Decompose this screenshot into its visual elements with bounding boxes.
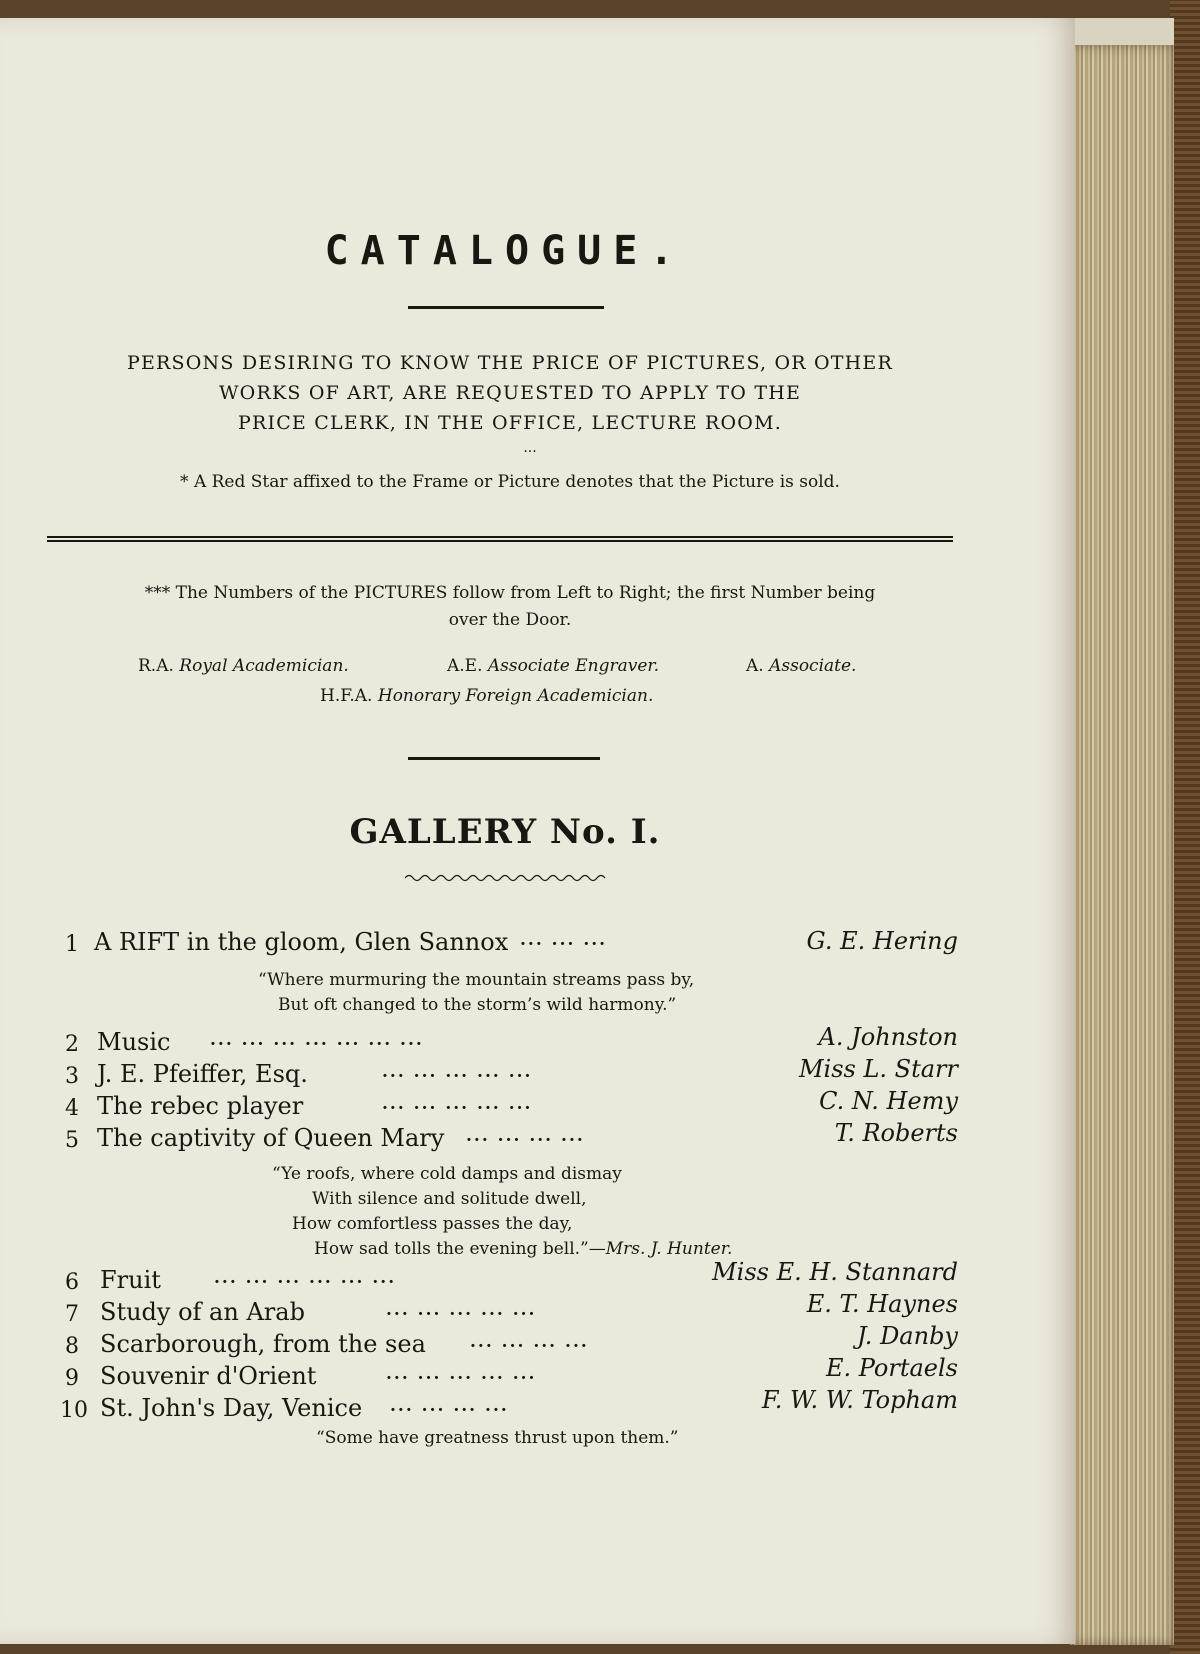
abbr-meaning: Honorary Foreign Academician. [377, 686, 654, 706]
cover-edge [1170, 0, 1200, 1654]
entry-title: J. E. Pfeiffer, Esq. [97, 1060, 308, 1088]
leader-dots: ... ... ... ... ... [382, 1062, 533, 1082]
entry-number: 7 [65, 1302, 79, 1327]
title-rule [408, 306, 604, 309]
entry-title: Music [97, 1028, 171, 1056]
entry-number: 9 [65, 1366, 79, 1391]
notice-line: PRICE CLERK, IN THE OFFICE, LECTURE ROOM. [238, 412, 782, 434]
leader-dots: ... ... ... [520, 930, 608, 950]
page-fore-edge [1070, 45, 1174, 1645]
quote-attribution: Mrs. J. Hunter. [605, 1239, 733, 1259]
entry-number: 8 [65, 1334, 79, 1359]
abbr-meaning: Royal Academician. [179, 656, 349, 676]
notice-dots: ... [523, 440, 537, 456]
entry-title: Study of an Arab [100, 1298, 305, 1326]
leader-dots: ... ... ... ... [466, 1126, 585, 1146]
leader-dots: ... ... ... ... ... [382, 1094, 533, 1114]
notice-line: PERSONS DESIRING TO KNOW THE PRICE OF PICTURES, OR OTHER [127, 352, 893, 374]
entry-title: The captivity of Queen Mary [97, 1124, 445, 1152]
entry-number: 1 [65, 932, 79, 957]
entry-artist: J. Danby [857, 1322, 958, 1350]
leader-dots: ... ... ... ... [390, 1396, 509, 1416]
abbr-meaning: Associate Engraver. [487, 656, 660, 676]
red-star-note: * A Red Star affixed to the Frame or Picture denotes that the Picture is sold. [180, 472, 840, 492]
quote-line: “Where murmuring the mountain streams pass by, [258, 970, 695, 990]
leader-dots: ... ... ... ... ... [386, 1300, 537, 1320]
entry-number: 10 [60, 1398, 88, 1423]
abbr-meaning: Associate. [769, 656, 857, 676]
entry-artist: Miss E. H. Stannard [712, 1258, 958, 1286]
abbr-a [746, 656, 856, 676]
entry-quote [258, 968, 694, 1018]
entry-title: A RIFT in the gloom, Glen Sannox [94, 928, 509, 956]
entry-title: Scarborough, from the sea [100, 1330, 426, 1358]
entry-number: 3 [65, 1064, 79, 1089]
numbering-note [70, 580, 950, 634]
abbr-code: A.E. [447, 656, 483, 676]
entry-number: 6 [65, 1270, 79, 1295]
entry-number: 2 [65, 1032, 79, 1057]
quote-line: With silence and solitude dwell, [312, 1189, 587, 1209]
abbr-hfa [320, 686, 653, 706]
entry-number: 5 [65, 1128, 79, 1153]
entry-artist: F. W. W. Topham [761, 1386, 958, 1414]
entry-quote [272, 1162, 732, 1262]
entry-artist: E. Portaels [825, 1354, 958, 1382]
entry-title: Fruit [100, 1266, 161, 1294]
numbering-line: *** The Numbers of the PICTURES follow from Left to Right; the first Number being [144, 583, 876, 603]
entry-title: Souvenir d'Orient [100, 1362, 317, 1390]
leader-dots: ... ... ... ... ... ... [214, 1268, 397, 1288]
abbr-ae [447, 656, 659, 676]
abbr-ra [138, 656, 349, 676]
entry-title: The rebec player [97, 1092, 304, 1120]
quote-line: But oft changed to the storm’s wild harmony.” [278, 995, 677, 1015]
page-title: CATALOGUE. [324, 228, 686, 274]
leader-dots: ... ... ... ... ... [386, 1364, 537, 1384]
entry-quote: “Some have greatness thrust upon them.” [316, 1428, 679, 1448]
price-notice [60, 348, 960, 438]
entry-number: 4 [65, 1096, 79, 1121]
entry-title: St. John's Day, Venice [100, 1394, 363, 1422]
entry-artist: G. E. Hering [806, 927, 958, 955]
gallery-rule [408, 757, 600, 760]
entry-artist: E. T. Haynes [806, 1290, 958, 1318]
double-rule [47, 536, 953, 542]
entry-artist: T. Roberts [834, 1119, 958, 1147]
gallery-title: GALLERY No. I. [349, 812, 661, 852]
numbering-line: over the Door. [448, 610, 572, 630]
wavy-divider [405, 872, 610, 884]
leader-dots: ... ... ... ... [470, 1332, 589, 1352]
notice-line: WORKS OF ART, ARE REQUESTED TO APPLY TO THE [218, 382, 802, 404]
quote-line: How comfortless passes the day, [292, 1214, 573, 1234]
quote-line: “Ye roofs, where cold damps and dismay [272, 1164, 622, 1184]
leader-dots: ... ... ... ... ... ... ... [210, 1030, 424, 1050]
abbr-code: H.F.A. [320, 686, 373, 706]
entry-artist: Miss L. Starr [798, 1055, 958, 1083]
quote-line: How sad tolls the evening bell.”— [314, 1239, 606, 1259]
entry-artist: A. Johnston [818, 1023, 958, 1051]
entry-artist: C. N. Hemy [819, 1087, 958, 1115]
abbr-code: R.A. [138, 656, 174, 676]
abbr-code: A. [746, 656, 764, 676]
